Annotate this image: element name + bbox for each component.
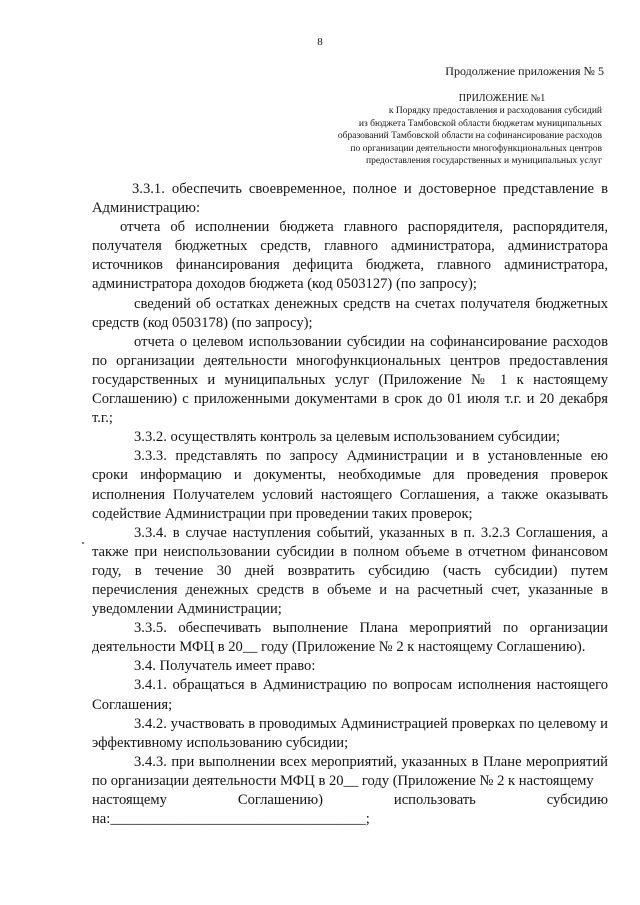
appendix-header [282,93,602,167]
paragraph-3-3-4: 3.3.4. в случае наступления событий, указанных в п. 3.2.3 Соглашения, а также при неиспользовании субсидии в полном объеме в отчетном финансовом году, в течение 30 дней возвратить субсидию (часть субсидии) путем перечисления денежных средств в объеме и на расчетный счет, указанные в уведомлении Администрации; [92,524,608,618]
paragraph-3-4-2: 3.4.2. участвовать в проводимых Администрацией проверках по целевому и эффективному использованию субсидии; [92,715,608,751]
word: субсидию [546,792,608,808]
margin-mark [82,542,84,544]
paragraph-3-4: 3.4. Получатель имеет право: [134,658,316,675]
continuation-note: Продолжение приложения № 5 [445,64,604,78]
paragraph-3-4-1: 3.4.1. обращаться в Администрацию по вопросам исполнения настоящего Соглашения; [92,677,608,713]
paragraph-cash-balances: сведений об остатках денежных средств на счетах получателя бюджетных средств (код 0503178) (по запросу); [92,295,608,331]
word: настоящему [92,792,167,808]
paragraph-3-3-5: 3.3.5. обеспечивать выполнение Плана мероприятий по организации деятельности МФЦ в 20__ году (Приложение № 2 к настоящему Соглашению). [92,620,608,656]
paragraph-3-3-2: 3.3.2. осуществлять контроль за целевым использованием субсидии; [134,429,561,446]
word: использовать [393,792,476,808]
paragraph-3-3-3: 3.3.3. представлять по запросу Администрации и в установленные ею сроки информацию и документы, необходимые для проведения проверок исполнения Получателем условий настоящего Соглашения, а также оказывать содействие Администрации при проведении таких проверок; [92,448,608,522]
appendix-line: из бюджета Тамбовской области бюджетам муниципальных [358,118,602,129]
appendix-line: предоставления государственных и муниципальных услуг [365,156,602,167]
appendix-title: ПРИЛОЖЕНИЕ №1 [458,93,546,104]
word: Соглашению) [237,792,323,808]
paragraph-budget-report: отчета об исполнении бюджета главного распорядителя, распорядителя, получателя бюджетных средств, главного администратора, администратора источников финансирования дефицита бюджета, главного администратора, администратора доходов бюджета (код 0503127) (по запросу); [92,219,608,293]
appendix-line: по организации деятельности многофункциональных центров [350,143,602,154]
appendix-line: к Порядку предоставления и расходования субсидий [388,106,602,117]
paragraph-3-4-3: 3.4.3. при выполнении всех мероприятий, указанных в Плане мероприятий по организации деятельности МФЦ в 20__ году (Приложение № 2 к настоящему [92,753,608,789]
document-body [92,180,608,829]
paragraph-3-3-1: 3.3.1. обеспечить своевременное, полное и достоверное представление в Администрацию: [92,181,608,217]
page-number: 8 [317,36,323,48]
blank-fill-line: на:___________________________________; [92,811,370,828]
appendix-line: образований Тамбовской области на софинансирование расходов [337,131,602,142]
paragraph-3-4-3-final-line [92,791,608,810]
paragraph-subsidy-report: отчета о целевом использовании субсидии на софинансирование расходов по организации деятельности многофункциональных центров предоставления государственных и муниципальных услуг (Приложение № 1 к настоящему Соглашению) с приложенными документами в срок до 01 июля т.г. и 20 декабря т.г.; [92,333,608,427]
